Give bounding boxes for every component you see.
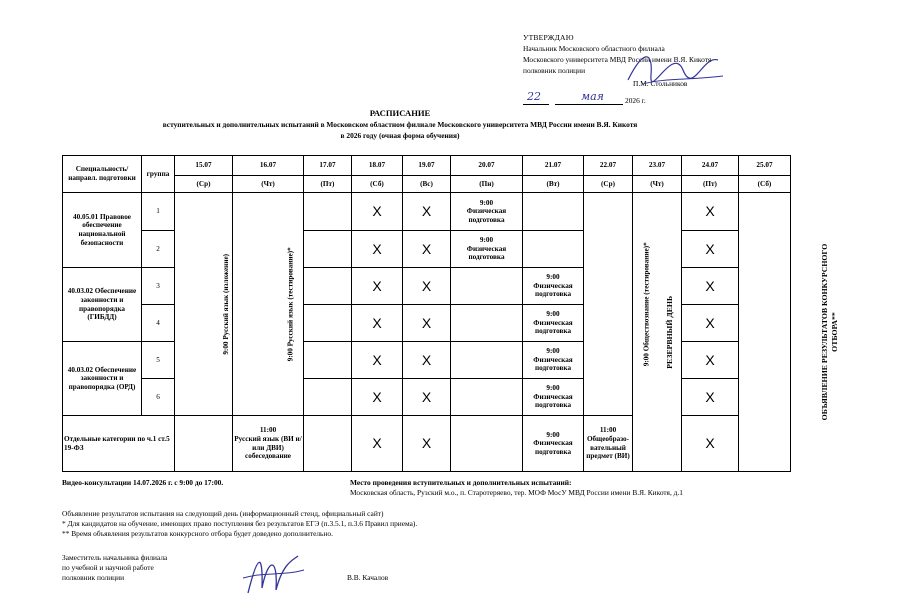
approval-block xyxy=(523,32,783,105)
social-test-cell xyxy=(584,193,651,416)
document-subtitle-1: вступительных и дополнительных испытаний в Московском областном филиале Московского университета МВД России имени В.Я. Кикотя xyxy=(162,120,638,129)
deputy-line-3: полковник полиции xyxy=(62,573,125,582)
x-mark: X xyxy=(682,342,739,379)
weekday-cell: (Ср) xyxy=(175,176,233,193)
group-cell: 6 xyxy=(142,379,175,416)
empty-cell xyxy=(451,416,523,472)
x-mark: X xyxy=(682,268,739,305)
approval-day: 22 xyxy=(527,90,541,103)
x-mark: X xyxy=(403,379,451,416)
empty-cell xyxy=(304,342,352,379)
deputy-name: В.В. Качалов xyxy=(347,573,389,582)
x-mark: X xyxy=(403,193,451,231)
interview-cell xyxy=(233,416,304,472)
specialty-cell: 40.05.01 Правовое обеспечение национальной безопасности xyxy=(63,193,142,268)
pe-cell xyxy=(523,379,584,416)
social-test-label: 9:00 Обществознание (тестирование)* xyxy=(642,242,651,366)
results-cell xyxy=(739,193,839,472)
pe-cell xyxy=(523,268,584,305)
pe-time: 9:00 xyxy=(479,198,494,207)
approval-title: УТВЕРЖДАЮ xyxy=(523,33,574,42)
empty-cell xyxy=(304,379,352,416)
reserve-day-cell xyxy=(633,193,682,472)
day-underline xyxy=(523,95,549,105)
specialty-cell: Отдельные категории по ч.1 ст.5 19-ФЗ xyxy=(63,416,175,472)
approval-date xyxy=(523,90,783,108)
weekday-cell: (Чт) xyxy=(633,176,682,193)
date-cell: 16.07 xyxy=(233,156,304,176)
weekday-cell: (Чт) xyxy=(233,176,304,193)
weekday-cell: (Сб) xyxy=(352,176,403,193)
x-mark: X xyxy=(352,305,403,342)
x-mark: X xyxy=(352,379,403,416)
note-results: Объявление результатов испытания на следующий день (информационный стенд, официальный сайт) xyxy=(62,509,384,518)
empty-cell xyxy=(451,305,523,342)
x-mark: X xyxy=(682,193,739,231)
x-mark: X xyxy=(403,305,451,342)
pe-time: 9:00 xyxy=(479,236,494,245)
group-cell: 5 xyxy=(142,342,175,379)
general-subject-cell xyxy=(584,416,633,472)
document-subtitle-2: в 2026 году (очная форма обучения) xyxy=(340,131,460,140)
empty-cell xyxy=(304,231,352,268)
general-subject-name: Общеобразо- вательный предмет (ВИ) xyxy=(586,434,630,461)
empty-cell xyxy=(451,268,523,305)
specialty-cell: 40.03.02 Обеспечение законности и правопорядка (ГИБДД) xyxy=(63,268,142,342)
header-group: группа xyxy=(142,156,175,193)
weekday-cell: (Пн) xyxy=(451,176,523,193)
pe-name: Физическая подготовка xyxy=(533,439,573,456)
x-mark: X xyxy=(403,416,451,472)
date-cell: 22.07 xyxy=(584,156,633,176)
video-consultation: Видео-консультации 14.07.2026 г. с 9:00 до 17:00. xyxy=(62,478,224,487)
x-mark: X xyxy=(352,268,403,305)
place-address: Московская область, Рузский м.о., п. Старотеряево, тер. МОФ МосУ МВД России имени В.Я. Кикотя, д.1 xyxy=(350,488,683,497)
x-mark: X xyxy=(352,193,403,231)
pe-cell xyxy=(451,231,523,268)
approval-signature xyxy=(623,40,733,90)
pe-cell xyxy=(451,193,523,231)
x-mark: X xyxy=(403,268,451,305)
group-cell: 2 xyxy=(142,231,175,268)
date-cell: 15.07 xyxy=(175,156,233,176)
specialty-cell: 40.03.02 Обеспечение законности и правопорядка (ОРД) xyxy=(63,342,142,416)
date-cell: 17.07 xyxy=(304,156,352,176)
weekday-cell: (Пт) xyxy=(304,176,352,193)
header-specialty: Специальность/ направл. подготовки xyxy=(63,156,142,193)
date-cell: 25.07 xyxy=(739,156,791,176)
group-cell: 4 xyxy=(142,305,175,342)
weekday-cell: (Сб) xyxy=(739,176,791,193)
group-cell: 1 xyxy=(142,193,175,231)
place-title: Место проведения вступительных и дополнительных испытаний: xyxy=(350,478,572,487)
empty-cell xyxy=(451,379,523,416)
reserve-day-label: РЕЗЕРВНЫЙ ДЕНЬ xyxy=(665,295,675,369)
empty-cell xyxy=(304,193,352,231)
pe-time: 9:00 xyxy=(546,347,560,356)
weekday-cell: (Вт) xyxy=(523,176,584,193)
group-cell: 3 xyxy=(142,268,175,305)
pe-name: Физическая подготовка xyxy=(533,281,573,299)
approval-line-1: Начальник Московского областного филиала xyxy=(523,44,665,53)
schedule-table xyxy=(62,155,839,472)
approval-line-2: Московского университета МВД России имени В.Я. Кикотя xyxy=(523,55,712,64)
russian-test-cell xyxy=(233,193,304,416)
month-underline xyxy=(555,95,623,105)
pe-time: 9:00 xyxy=(546,310,560,319)
date-cell: 21.07 xyxy=(523,156,584,176)
x-mark: X xyxy=(682,305,739,342)
empty-cell xyxy=(304,268,352,305)
pe-time: 9:00 xyxy=(546,273,560,282)
pe-time: 9:00 xyxy=(546,430,560,439)
empty-cell xyxy=(451,342,523,379)
x-mark: X xyxy=(682,416,739,472)
results-label: ОБЪЯВЛЕНИЕ РЕЗУЛЬТАТОВ КОНКУРСНОГО ОТБОРА** xyxy=(820,243,839,421)
weekday-cell: (Ср) xyxy=(584,176,633,193)
x-mark: X xyxy=(403,231,451,268)
x-mark: X xyxy=(352,342,403,379)
weekday-cell: (Пт) xyxy=(682,176,739,193)
approval-year: 2026 г. xyxy=(625,96,646,105)
general-subject-time: 11:00 xyxy=(599,426,617,435)
russian-essay-cell xyxy=(175,193,233,416)
date-cell: 19.07 xyxy=(403,156,451,176)
pe-name: Физическая подготовка xyxy=(533,318,573,336)
date-cell: 18.07 xyxy=(352,156,403,176)
empty-cell xyxy=(523,193,584,231)
x-mark: X xyxy=(403,342,451,379)
date-cell: 20.07 xyxy=(451,156,523,176)
note-double-asterisk: ** Время объявления результатов конкурсного отбора будет доведено дополнительно. xyxy=(62,529,333,538)
deputy-line-2: по учебной и научной работе xyxy=(62,563,154,572)
pe-name: Физическая подготовка xyxy=(466,244,507,262)
approval-line-3: полковник полиции xyxy=(523,66,586,75)
pe-cell xyxy=(523,305,584,342)
x-mark: X xyxy=(682,231,739,268)
x-mark: X xyxy=(352,416,403,472)
approval-month: мая xyxy=(581,90,604,103)
empty-cell xyxy=(304,416,352,472)
interview-name: Русский язык (ВИ и/или ДВИ) собеседование xyxy=(234,434,302,461)
pe-name: Физическая подготовка xyxy=(533,392,573,410)
x-mark: X xyxy=(352,231,403,268)
document-title: РАСПИСАНИЕ xyxy=(369,108,431,118)
date-cell: 23.07 xyxy=(633,156,682,176)
x-mark: X xyxy=(682,379,739,416)
pe-name: Физическая подготовка xyxy=(533,355,573,373)
weekday-cell: (Вс) xyxy=(403,176,451,193)
russian-test-label: 9:00 Русский язык (тестирование)* xyxy=(286,246,295,362)
empty-cell xyxy=(175,416,233,472)
interview-time: 11:00 xyxy=(259,426,277,435)
russian-essay-label: 9:00 Русский язык (изложение) xyxy=(222,253,231,355)
date-cell: 24.07 xyxy=(682,156,739,176)
pe-name: Физическая подготовка xyxy=(466,207,507,224)
empty-cell xyxy=(523,231,584,268)
empty-cell xyxy=(304,305,352,342)
pe-cell xyxy=(523,416,584,472)
pe-cell xyxy=(523,342,584,379)
deputy-signature xyxy=(238,548,308,598)
approval-signer: П.М. Стольников xyxy=(633,79,688,88)
deputy-line-1: Заместитель начальника филиала xyxy=(62,553,168,562)
pe-time: 9:00 xyxy=(546,384,560,393)
note-asterisk: * Для кандидатов на обучение, имеющих право поступления без результатов ЕГЭ (п.3.5.1, п.3.6 Правил приема). xyxy=(62,519,418,528)
